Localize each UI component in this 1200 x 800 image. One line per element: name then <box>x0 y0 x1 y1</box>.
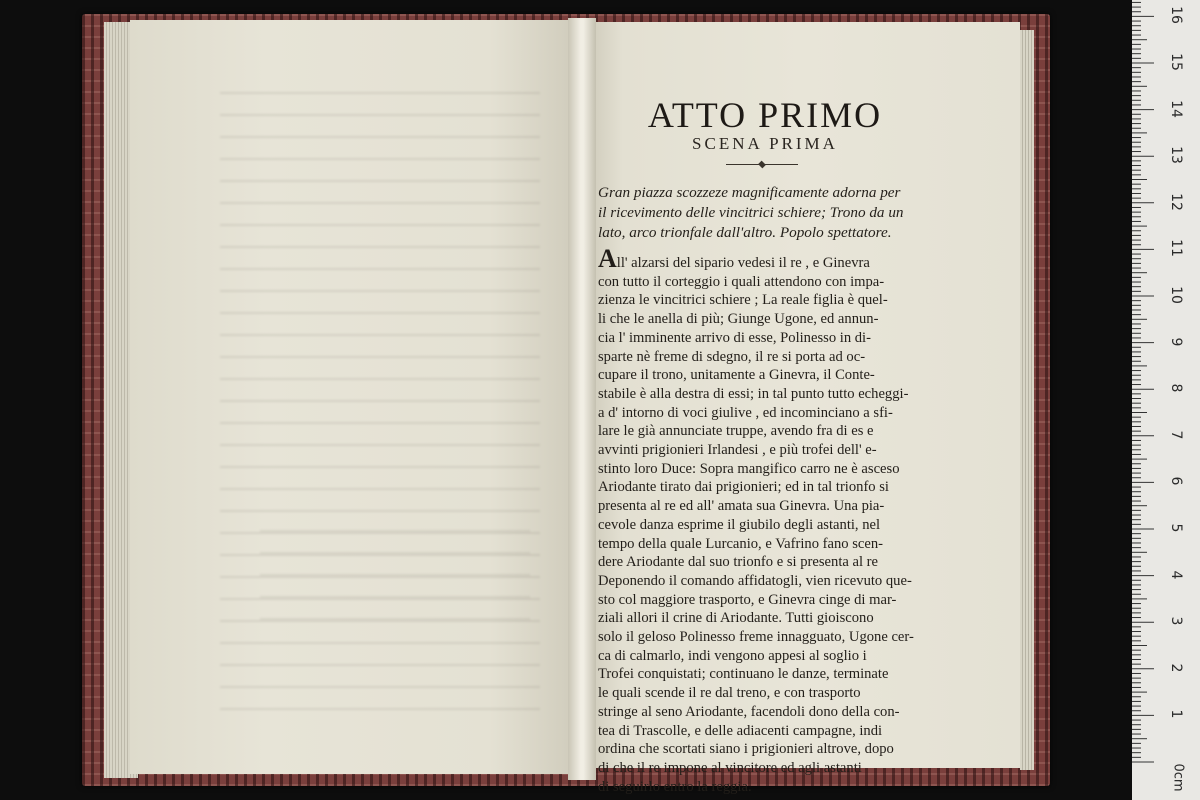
ruler-number: 13 <box>1168 146 1184 165</box>
body-line: avvinti prigionieri Irlandesi , e più trofei dell' e- <box>598 442 877 459</box>
body-line: cia l' imminente arrivo di esse, Polinesso in di- <box>598 329 871 346</box>
body-line: ordina che scortati siano i prigionieri altrove, dopo <box>598 741 894 758</box>
scene-body <box>598 244 948 796</box>
body-line: stinto loro Duce: Sopra mangifico carro ne è asceso <box>598 460 900 477</box>
body-line: stabile è alla destra di essi; in tal punto tutto echeggi- <box>598 385 909 402</box>
body-line: cupare il trono, unitamente a Ginevra, il Conte- <box>598 367 875 384</box>
ruler-number: 12 <box>1168 192 1184 211</box>
left-page-bleed-through-lower <box>260 530 530 620</box>
body-line: le quali scende il re dal treno, e con trasporto <box>598 685 861 702</box>
ruler-number: 6 <box>1168 476 1184 486</box>
ruler-ticks <box>1132 0 1156 800</box>
body-line: con tutto il corteggio i quali attendono con impa- <box>598 273 885 290</box>
ruler-number: 10 <box>1168 286 1184 304</box>
body-first-line: All' alzarsi del sipario vedesi il re , e Ginevra <box>598 244 870 273</box>
body-line: Ariodante tirato dai prigionieri; ed in tal trionfo si <box>598 479 889 496</box>
ruler-number: 4 <box>1168 570 1184 580</box>
ruler-number: 14 <box>1168 99 1184 118</box>
ruler-number: 15 <box>1168 53 1184 71</box>
book-gutter <box>568 18 596 780</box>
ruler-number: 9 <box>1168 337 1184 347</box>
act-title: ATTO PRIMO <box>647 95 883 135</box>
drop-cap: A <box>598 244 617 273</box>
setting-line: lato, arco trionfale dall'altro. Popolo spettatore. <box>598 224 892 241</box>
body-line: di che il re impone al vincitore ed agli astanti <box>598 759 862 776</box>
page-edges-right <box>1020 30 1034 770</box>
body-line: lare le già annunciate truppe, avendo fra di es e <box>598 423 874 440</box>
body-line: tea di Trascolle, e delle adiacenti campagne, indi <box>598 722 883 739</box>
body-line: stringe al seno Ariodante, facendoli dono della con- <box>598 703 900 720</box>
ruler-unit-label: 0cm <box>1170 763 1186 792</box>
stage-setting <box>598 183 950 243</box>
body-line: zienza le vincitrici schiere ; La reale figlia è quel- <box>598 292 888 309</box>
body-line: sto col maggiore trasporto, e Ginevra cinge di mar- <box>598 591 897 608</box>
body-line: cevole danza esprime il giubilo degli astanti, nel <box>598 516 881 533</box>
ruler-number: 5 <box>1168 523 1184 533</box>
measuring-ruler <box>1132 0 1200 800</box>
ruler-number: 8 <box>1168 383 1184 393</box>
ruler-number: 2 <box>1168 663 1184 673</box>
scene-subtitle: SCENA PRIMA <box>692 134 838 153</box>
body-line: ziali allori il crine di Ariodante. Tutti gioiscono <box>598 610 874 627</box>
body-line: Trofei conquistati; continuano le danze, terminate <box>598 666 889 683</box>
ruler-number: 3 <box>1168 616 1184 626</box>
body-line: presenta al re ed all' amata sua Ginevra. Una pia- <box>598 498 885 515</box>
ruler-number: 1 <box>1168 709 1184 719</box>
body-line: ca di calmarlo, indi vengono appesi al soglio i <box>598 647 867 664</box>
body-line: tempo della quale Lurcanio, e Vafrino fano scen- <box>598 535 884 552</box>
setting-line: il ricevimento delle vincitrici schiere; Trono da un <box>598 204 904 221</box>
body-line: di seguirlo entro la reggia. <box>598 778 752 795</box>
ruler-number: 7 <box>1168 430 1184 440</box>
body-line: li che le anella di più; Giunge Ugone, ed annun- <box>598 311 879 328</box>
body-line: solo il geloso Polinesso freme innagguato, Ugone cer- <box>598 629 914 646</box>
body-line: Deponendo il comando affidatogli, vien ricevuto que- <box>598 572 912 589</box>
body-line: dere Ariodante dal suo trionfo e si presenta al re <box>598 554 879 571</box>
body-line: sparte nè freme di sdegno, il re si porta ad oc- <box>598 348 866 365</box>
ruler-number: 11 <box>1168 239 1184 258</box>
body-line: a d' intorno di voci giulive , ed incominciano a sfi- <box>598 404 893 421</box>
setting-line: Gran piazza scozzeze magnificamente adorna per <box>598 184 901 201</box>
ruler-number: 16 <box>1168 6 1184 25</box>
